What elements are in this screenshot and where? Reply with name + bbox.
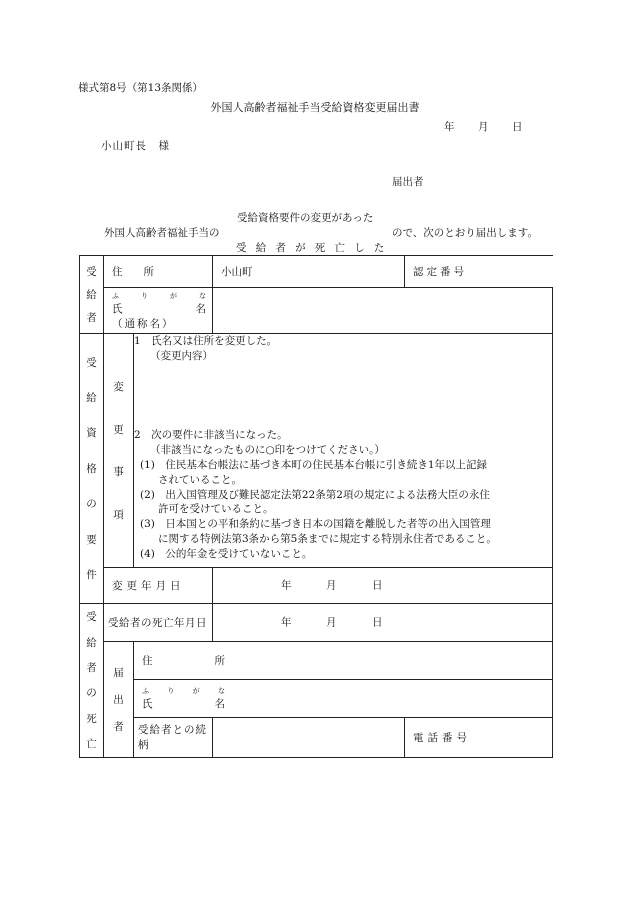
change-date-field[interactable]: 年 月 日: [213, 567, 553, 603]
condition-2: (2) 出入国管理及び難民認定法第22条第2項の規定による法務大臣の永住: [140, 488, 490, 501]
death-notifier-label: 届 出 者: [104, 641, 134, 757]
recipient-address-field[interactable]: 小山町: [213, 256, 405, 288]
notifier-name-field[interactable]: ふ り が な 氏 名: [134, 679, 553, 717]
document-title: 外国人高齢者福祉手当受給資格変更届出書: [210, 101, 420, 114]
item-name-address-change: 1 氏名又は住所を変更した。: [134, 335, 278, 348]
change-date-label: 変更年月日: [104, 567, 213, 603]
notifier-address-field[interactable]: 住 所: [134, 641, 553, 679]
certification-number-label: 認定番号: [405, 256, 553, 288]
application-form-table: [79, 255, 553, 758]
relationship-field[interactable]: [213, 717, 405, 757]
death-date-field[interactable]: 年 月 日: [213, 603, 553, 641]
date-month-label: 月: [478, 121, 489, 133]
purpose-option-death: 受給者が死亡した: [236, 242, 394, 254]
recipient-section-label: 受 給 者: [80, 256, 104, 334]
furigana-label: ふ り が な: [112, 291, 206, 300]
notifier-label: 届出者: [392, 176, 424, 188]
change-items-label: 変 更 事 項: [104, 334, 134, 567]
purpose-option-change: 受給資格要件の変更があった: [237, 212, 374, 224]
date-year-label: 年: [444, 121, 455, 133]
purpose-prefix: 外国人高齢者福祉手当の: [104, 227, 220, 239]
form-number: 様式第8号（第13条関係）: [78, 82, 204, 94]
recipient-name-label: ふ り が な 氏 名 （通称名）: [104, 288, 213, 334]
requirements-section-label: 受 給 資 格 の 要 件: [80, 334, 104, 604]
change-details-label: （変更内容）: [150, 350, 213, 363]
condition-4: (4) 公的年金を受けていないこと。: [140, 548, 313, 561]
addressee: 小山町長 様: [101, 140, 170, 152]
item-ineligible: 2 次の要件に非該当になった。: [134, 428, 288, 441]
death-date-label: 受給者の死亡年月日: [104, 603, 213, 641]
phone-number-label: 電話番号: [405, 717, 553, 757]
date-day-label: 日: [512, 121, 523, 133]
death-section-label: 受 給 者 の 死 亡: [80, 603, 104, 757]
relationship-label: 受給者との続柄: [134, 717, 213, 757]
condition-3: (3) 日本国との平和条約に基づき日本の国籍を離脱した者等の出入国管理: [140, 518, 491, 531]
purpose-suffix: ので、次のとおり届出します。: [392, 227, 538, 239]
ineligible-instruction: （非該当になったものに○印をつけてください。）: [150, 443, 385, 456]
recipient-address-label: 住 所: [104, 256, 213, 288]
change-items-content[interactable]: 1 氏名又は住所を変更した。 （変更内容） 2 次の要件に非該当になった。 （非該当になったものに○印をつけてください。） (1) 住民基本台帳法に基づき本町の住民基本台帳に引き続き1年以上記録 されていること。 (2) 出入国管理及び難民認定法第22条第2項の規定による法務大臣の永住 許可を受けていること。 (3) 日本国との平和条約に基づき日本の国籍を離脱した者等の出入国管理 に関する特例法第3条から第5条までに規定する特別永住者であること。 (4) 公的年金を受けていないこと。: [134, 334, 553, 567]
condition-1: (1) 住民基本台帳法に基づき本町の住民基本台帳に引き続き1年以上記録: [140, 458, 488, 471]
recipient-name-field[interactable]: [213, 288, 553, 334]
